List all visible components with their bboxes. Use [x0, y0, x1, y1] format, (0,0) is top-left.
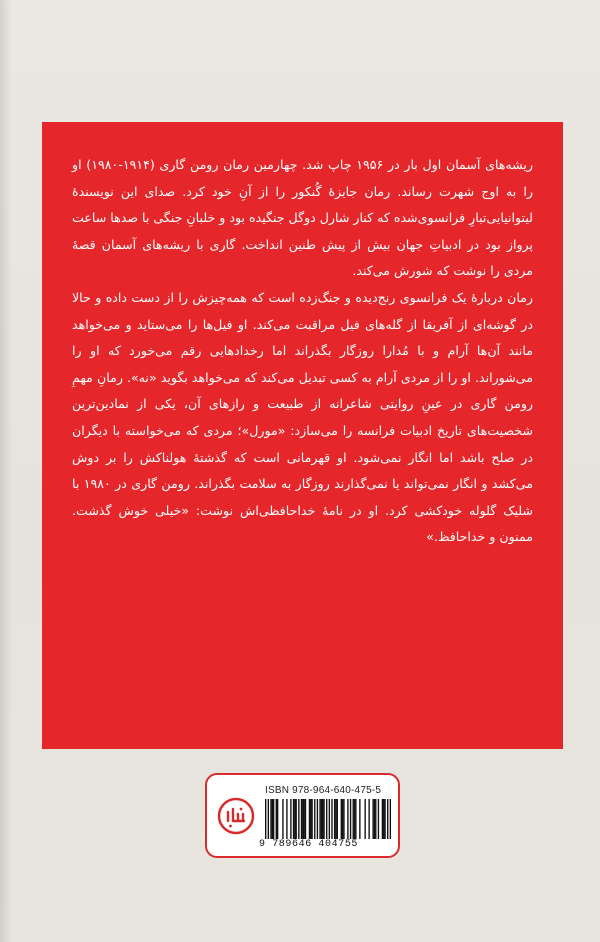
barcode-bar [378, 799, 379, 839]
barcode-bar [294, 799, 295, 839]
publisher-logo-icon [217, 797, 255, 835]
barcode-bar [314, 799, 315, 839]
barcode-bar [334, 799, 335, 839]
blurb-paragraph-1: ریشه‌های آسمان اول بار در ۱۹۵۶ چاپ شد. چهارمین رمان رومن گاری (۱۹۱۴-۱۹۸۰) او را به اوج شهرت رساند. رمان جایزهٔ گُنکور را از آنِ خود کرد. صدای این نویسندهٔ لیتوانیایی‌تبارِ فرانسوی‌شده که کنار شارل دوگل جنگیده بود و خلبانِ جنگی با صدها ساعت پرواز بود در ادبیاتِ جهان بیش از پیش طنین انداخت. گاری با ریشه‌های آسمان قصهٔ مردی را نوشت که شورش می‌کند. [71, 157, 533, 279]
barcode-bar [293, 799, 294, 839]
barcode-bar [277, 799, 278, 839]
barcode-bar [290, 799, 291, 839]
barcode-bar [341, 799, 342, 839]
barcode-bar [343, 799, 344, 839]
barcode-bar [359, 799, 360, 839]
barcode-bar [353, 799, 354, 839]
barcode-bar [268, 799, 269, 839]
barcode-bar [321, 799, 322, 839]
barcode-bar [265, 799, 266, 839]
barcode-bar [350, 799, 351, 839]
barcode-bar [368, 799, 369, 839]
barcode-graphic [265, 799, 391, 839]
barcode-bar [310, 799, 311, 839]
barcode-bar [387, 799, 388, 839]
barcode-bar [383, 799, 384, 839]
spine-shadow [0, 0, 12, 942]
barcode-bar [326, 799, 327, 839]
barcode-bar [282, 799, 283, 839]
barcode-bar [342, 799, 343, 839]
barcode-bar [382, 799, 383, 839]
barcode-bar [317, 799, 318, 839]
isbn-barcode-box [205, 773, 400, 858]
barcode-bar [337, 799, 338, 839]
barcode-bar [354, 799, 355, 839]
barcode-bar [347, 799, 348, 839]
barcode-bar [286, 799, 287, 839]
barcode-bar [273, 799, 274, 839]
barcode-bar [270, 799, 271, 839]
barcode-bar [335, 799, 336, 839]
barcode-bar [384, 799, 385, 839]
barcode-bar [374, 799, 375, 839]
barcode-bar [390, 799, 391, 839]
barcode-bar [309, 799, 310, 839]
barcode-bar [331, 799, 332, 839]
isbn-label: ISBN 978-964-640-475-5 [265, 785, 382, 796]
barcode-bar [302, 799, 303, 839]
barcode-bar [276, 799, 277, 839]
barcode-bar [305, 799, 306, 839]
barcode-bar [364, 799, 365, 839]
barcode-bar [355, 799, 356, 839]
barcode-bar [298, 799, 299, 839]
blurb-paragraph-2: رمان دربارهٔ یک فرانسوی رنج‌دیده و جنگ‌زده است که همه‌چیزش را از دست داده و حالا در گوشه‌ای از آفریقا از گله‌های فیل مراقبت می‌کند. او فیل‌ها را می‌ستاید و می‌خواهد مانند آن‌ها آرام و با مُدارا روزگار بگذراند اما رخدادهایی رقم می‌خورد که او را می‌شوراند. او را از مردی آرام به کسی تبدیل می‌کند که می‌خواهد بگوید «نه». رمانِ مهمِ رومن گاری در عینِ روایتی شاعرانه از طبیعت و رازهای آن، یکی از نمادین‌ترین شخصیت‌های تاریخ ادبیات فرانسه را می‌سازد: «مورل»؛ مردی که می‌خواسته با دیگران در صلح باشد اما انگار نمی‌شود. او قهرمانی است که گذشتهٔ هولناکش را بر دوش می‌کشد و انگار نمی‌تواند یا نمی‌گذارند روزگار به سلامت بگذراند. رومن گاری در ۱۹۸۰ با شلیک گلوله خودکشی کرد. او در نامهٔ خداحافظی‌اش نوشت: «خیلی خوش گذشت. ممنون و خداحافظ.» [72, 289, 533, 545]
blurb-text [72, 152, 533, 551]
blurb-panel [42, 122, 563, 749]
barcode-bar [296, 799, 297, 839]
barcode-bar [319, 799, 320, 839]
barcode-bar [375, 799, 376, 839]
barcode-bar [272, 799, 273, 839]
barcode-bar [329, 799, 330, 839]
barcode-digits: 9 789646 404755 [259, 839, 359, 850]
barcode-bar [311, 799, 312, 839]
barcode-bar [303, 799, 304, 839]
barcode-bar [372, 799, 373, 839]
barcode-bar [301, 799, 302, 839]
barcode-bar [323, 799, 324, 839]
barcode-bar [322, 799, 323, 839]
